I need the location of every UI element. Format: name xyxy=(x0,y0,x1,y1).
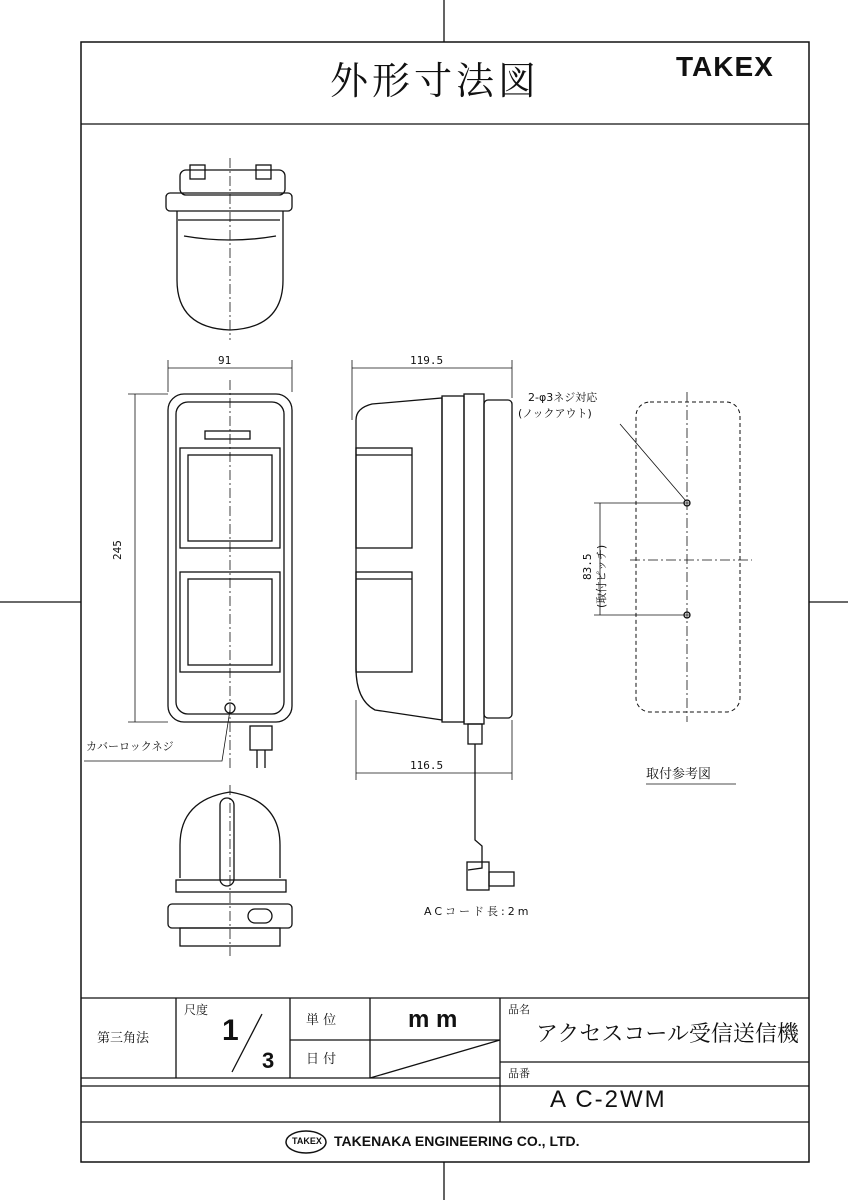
dim-depth-top: 119.5 xyxy=(410,354,444,367)
cover-lock-note: カバーロックネジ xyxy=(86,740,174,753)
scale-denominator: 3 xyxy=(262,1048,275,1073)
product-no: A C-2WM xyxy=(550,1086,667,1113)
dim-pitch-note: (取付ピッチ) xyxy=(595,544,608,608)
bottom-view xyxy=(168,792,292,946)
screw-holes-note: 2-φ3ネジ対応 xyxy=(528,391,598,404)
projection-label: 第三角法 xyxy=(97,1031,150,1046)
knockout-note: (ノックアウト) xyxy=(518,407,592,420)
dim-depth-bottom: 116.5 xyxy=(410,759,444,772)
mount-view xyxy=(636,402,740,712)
top-view xyxy=(166,165,292,330)
dim-height: 245 xyxy=(111,540,124,560)
scale-numerator: 1 xyxy=(222,1014,239,1047)
product-name-label: 品名 xyxy=(508,1003,530,1016)
unit-value: m m xyxy=(408,1006,458,1033)
unit-label: 単 位 xyxy=(306,1013,337,1028)
company-logo: TAKEX xyxy=(292,1136,322,1146)
product-no-label: 品番 xyxy=(508,1067,530,1080)
product-name: アクセスコール受信送信機 xyxy=(536,1022,799,1047)
mount-ref-label: 取付参考図 xyxy=(646,767,712,782)
brand-logo: TAKEX xyxy=(676,51,774,82)
ac-cord-note: ACコード長:2m xyxy=(424,905,532,918)
page-title: 外形寸法図 xyxy=(330,59,541,103)
scale-label: 尺度 xyxy=(184,1003,209,1017)
dim-width: 91 xyxy=(218,354,232,367)
company-name: TAKENAKA ENGINEERING CO., LTD. xyxy=(334,1133,580,1149)
date-label: 日 付 xyxy=(306,1052,337,1067)
dim-pitch: 83.5 xyxy=(581,553,594,580)
side-view xyxy=(356,394,514,890)
